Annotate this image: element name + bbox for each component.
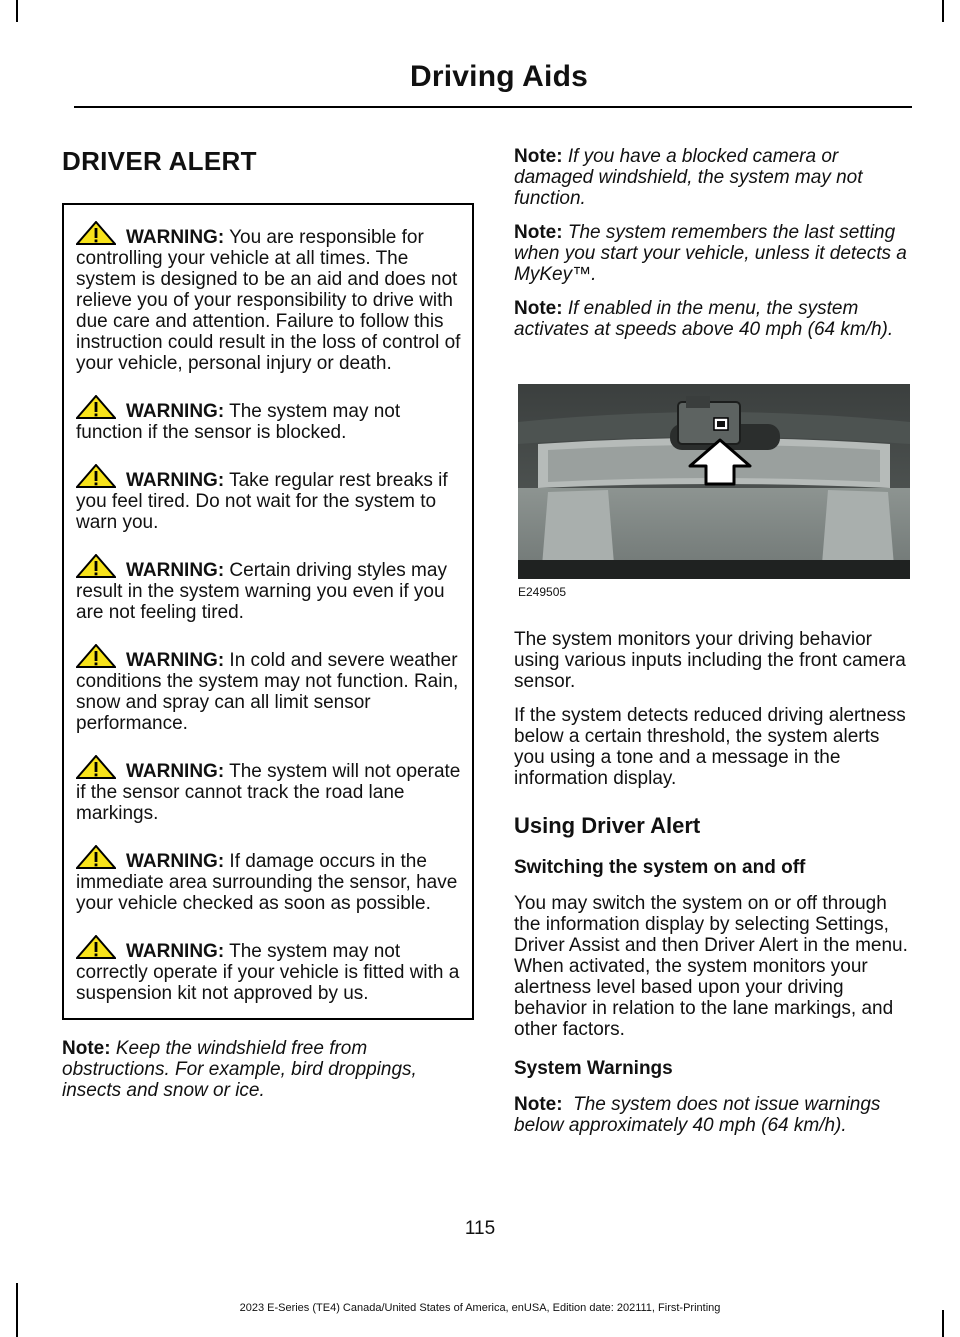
paragraph-monitors: The system monitors your driving behavior using various inputs including the front camera sensor. xyxy=(514,629,906,692)
warning-triangle-icon xyxy=(76,221,122,245)
crop-mark xyxy=(16,0,18,22)
warning-item xyxy=(76,554,462,623)
warning-label: WARNING: xyxy=(126,851,225,872)
note-label: Note: xyxy=(514,1094,563,1115)
windshield-camera-icon xyxy=(518,384,910,579)
warning-label: WARNING: xyxy=(126,941,225,962)
warning-item xyxy=(76,935,462,1004)
warning-label: WARNING: xyxy=(126,650,225,671)
warning-triangle-icon xyxy=(76,935,122,959)
left-column xyxy=(62,146,474,1114)
note-label: Note: xyxy=(62,1038,111,1059)
warning-item xyxy=(76,395,462,443)
warning-text: Take regular rest breaks if you feel tired. Do not wait for the system to warn you. xyxy=(76,470,448,533)
warning-triangle-icon xyxy=(76,554,122,578)
crop-mark xyxy=(942,1310,944,1337)
page-footer: 2023 E-Series (TE4) Canada/United States of America, enUSA, Edition date: 202111, First-Printing xyxy=(239,1302,721,1314)
paragraph-alertness: If the system detects reduced driving alertness below a certain threshold, the system alerts you using a tone and a message in the information display. xyxy=(514,705,906,789)
warning-box xyxy=(62,203,474,1020)
warning-item xyxy=(76,221,462,374)
header-rule xyxy=(74,106,912,108)
warning-triangle-icon xyxy=(76,755,122,779)
note-label: Note: xyxy=(514,222,563,243)
warning-item xyxy=(76,845,462,914)
figure-code: E249505 xyxy=(518,585,567,599)
warning-triangle-icon xyxy=(76,644,122,668)
note-text: The system does not issue warnings below approximately 40 mph (64 km/h). xyxy=(514,1094,886,1136)
warning-label: WARNING: xyxy=(126,227,225,248)
note-label: Note: xyxy=(514,146,563,167)
warning-text: The system may not function if the sensor is blocked. xyxy=(76,401,401,443)
note-text: If you have a blocked camera or damaged windshield, the system may not function. xyxy=(514,146,863,209)
warning-text: The system may not correctly operate if your vehicle is fitted with a suspension kit not approved by us. xyxy=(76,941,460,1004)
warning-text: The system will not operate if the sensor cannot track the road lane markings. xyxy=(76,761,461,824)
warning-text: If damage occurs in the immediate area surrounding the sensor, have your vehicle checked as soon as possible. xyxy=(76,851,458,914)
warning-item xyxy=(76,644,462,734)
note-windshield xyxy=(62,1038,474,1101)
section-title: DRIVER ALERT xyxy=(62,146,257,176)
warning-text: In cold and severe weather conditions the system may not function. Rain, snow and spray can all limit sensor performance. xyxy=(76,650,459,734)
using-driver-alert-heading: Using Driver Alert xyxy=(514,813,701,838)
warning-item xyxy=(76,464,462,533)
warning-label: WARNING: xyxy=(126,470,225,491)
warning-label: WARNING: xyxy=(126,401,225,422)
windshield-camera-illustration xyxy=(518,384,910,579)
page-header-title: Driving Aids xyxy=(410,60,588,93)
warning-text: Certain driving styles may result in the system warning you even if you are not feeling tired. xyxy=(76,560,447,623)
note-remembers-setting xyxy=(514,222,912,285)
warning-label: WARNING: xyxy=(126,761,225,782)
warning-item xyxy=(76,755,462,824)
note-activation-speed xyxy=(514,298,912,340)
warning-triangle-icon xyxy=(76,464,122,488)
warning-triangle-icon xyxy=(76,845,122,869)
note-text: If enabled in the menu, the system activates at speeds above 40 mph (64 km/h). xyxy=(514,298,894,340)
note-text: The system remembers the last setting when you start your vehicle, unless it detects a MyKey™. xyxy=(514,222,907,285)
warning-triangle-icon xyxy=(76,395,122,419)
note-blocked-camera xyxy=(514,146,912,209)
page-number: 115 xyxy=(464,1218,496,1239)
note-no-warnings xyxy=(514,1094,912,1136)
warning-label: WARNING: xyxy=(126,560,225,581)
system-warnings-heading: System Warnings xyxy=(514,1058,673,1079)
note-label: Note: xyxy=(514,298,563,319)
right-column xyxy=(514,146,912,1149)
paragraph-switching: You may switch the system on or off through the information display by selecting Settings, Driver Assist and then Driver Alert in the menu. When activated, the system monitors your alertness level based upon your driving behavior in relation to the lane markings, and other factors. xyxy=(514,893,908,1040)
crop-mark xyxy=(942,0,944,22)
warning-text: You are responsible for controlling your vehicle at all times. The system is designed to be an aid and does not relieve you of your responsibility to drive with due care and attention. Failure to follow this instruction could result in the loss of control of your vehicle, personal injury or death. xyxy=(76,227,461,374)
note-text: Keep the windshield free from obstructions. For example, bird droppings, insects and snow or ice. xyxy=(62,1038,417,1101)
switching-heading: Switching the system on and off xyxy=(514,857,806,878)
